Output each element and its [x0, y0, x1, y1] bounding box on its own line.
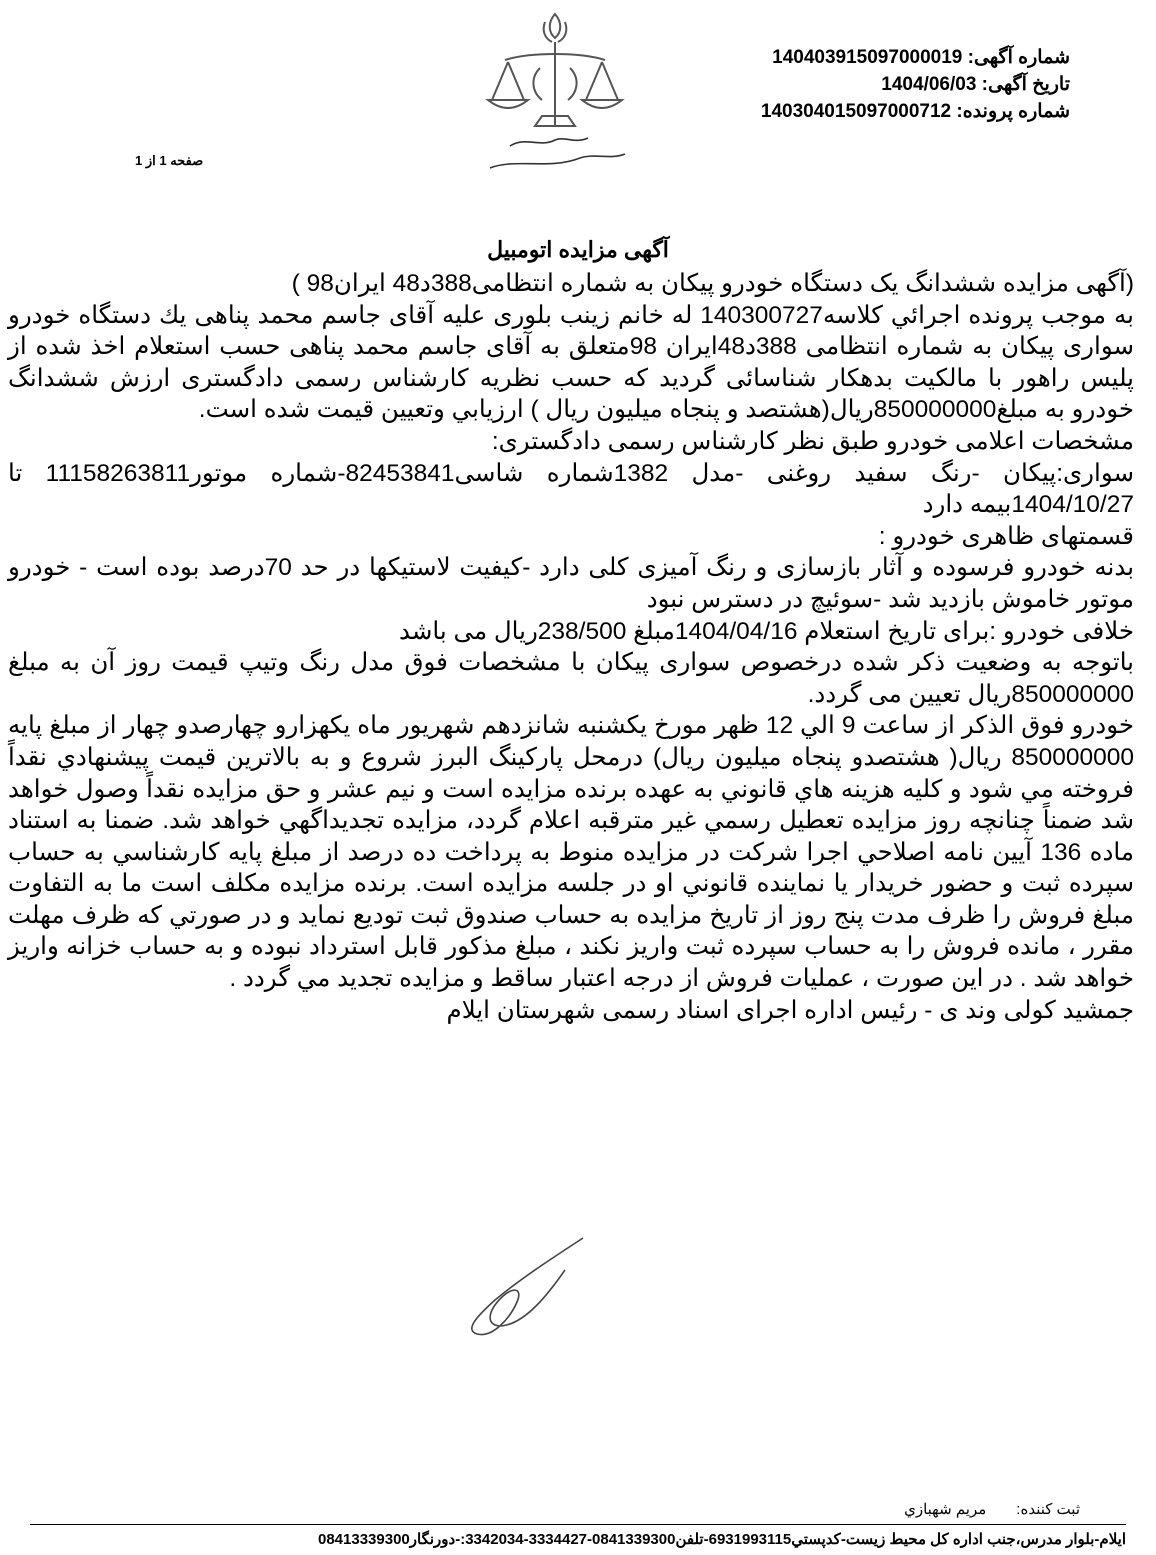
notice-paragraph: خلافی خودرو :برای تاریخ استعلام 1404/04/16مبلغ 238/500ریال می باشد — [399, 617, 1134, 645]
case-number: شماره پرونده: 140304015097000712 — [760, 101, 1070, 122]
signatory-line: جمشید کولی وند ی - رئیس اداره اجرای اسناد رسمی شهرستان ایلام — [446, 996, 1134, 1024]
notice-paragraph: مشخصات اعلامی خودرو طبق نظر کارشناس رسمی دادگستری: — [491, 427, 1134, 455]
footer-divider — [30, 1524, 1126, 1525]
registrar-name: مریم شهبازي — [904, 1501, 987, 1518]
registrar-label: ثبت كننده: — [1016, 1501, 1080, 1518]
notice-paragraph: بدنه خودرو فرسوده و آثار بازسازی و رنگ آمیزی کلی دارد -کیفیت لاستیکها در حد 70درصد بوده است - خودرو موتور خاموش بازدید شد -سوئیچ در دسترس نبود — [8, 554, 1135, 613]
notice-paragraph: خودرو فوق الذكر از ساعت 9 الي 12 ظهر مورخ یکشنبه شانزدهم شهریور ماه یکهزارو چهارصدو چهار از مبلغ پايه 850000000 ريال( هشتصدو پنجاه میلیون ريال) درمحل پارکینگ البرز شروع و به بالاترين قيمت پيشنهادي نقداً فروخته مي شود و كليه هزينه هاي قانوني به عهده برنده مزايده است و نيم عشر و حق مزايده نقداً وصول خواهد شد ضمناً چنانچه روز مزايده تعطيل رسمي غير مترقبه اعلام گردد، مزايده تجديداگهي خواهد شد. ضمنا به استناد ماده 136 آيين نامه اصلاحي اجرا شركت در مزايده منوط به پرداخت ده درصد از مبلغ پايه كارشناسي به حساب سپرده ثبت و حضور خريدار يا نماينده قانوني او در جلسه مزايده است. برنده مزايده مكلف است ما به التفاوت مبلغ فروش را ظرف مدت پنج روز از تاريخ مزايده به حساب صندوق ثبت توديع نمايد و در صورتي كه ظرف مهلت مقرر ، مانده فروش را به حساب سپرده ثبت واريز نكند ، مبلغ مذكور قابل استرداد نبوده و به حساب خزانه واريز خواهد شد . در اين صورت ، عمليات فروش از درجه اعتبار ساقط و مزايده تجديد مي گردد . — [8, 712, 1134, 993]
notice-body — [8, 268, 1134, 1026]
notice-paragraph: (آگهی مزایده ششدانگ یک دستگاه خودرو پیکان به شماره انتظامی388د48 ایران98 ) — [291, 270, 1134, 297]
judiciary-emblem-icon — [470, 8, 640, 180]
registrar — [904, 1500, 1080, 1518]
footer-address: ايلام-بلوار مدرس،جنب اداره کل محیط زیست-کدپستي6931993115-تلفن0841339300-3334427-3342034:-دورنگار08413339300 — [318, 1531, 1126, 1548]
page-number: صفحه 1 از 1 — [135, 153, 204, 168]
page-title: آگهی مزایده اتومبیل — [487, 237, 669, 262]
ad-date: تاریخ آگهی: 1404/06/03 — [881, 74, 1070, 95]
signature-icon — [455, 1230, 595, 1340]
notice-paragraph: قسمتهای ظاهری خودرو : — [878, 522, 1134, 550]
notice-paragraph: به موجب پرونده اجرائي كلاسه140300727 له خانم زینب بلوری علیه آقای جاسم محمد پناهی يك دستگاه خودرو سواری پیکان به شماره انتظامی 388د48ایران 98متعلق به آقای جاسم محمد پناهی حسب استعلام اخذ شده از پلیس راهور با مالکیت بدهکار شناسائی گردید که حسب نظریه کارشناس رسمی دادگستری ارزش ششدانگ خودرو به مبلغ850000000ریال(هشتصد و پنجاه میلیون ریال ) ارزيابي وتعيين قيمت شده است. — [8, 301, 1134, 424]
ad-number: شماره آگهی: 14040391509700001‌9 — [772, 47, 1070, 68]
notice-paragraph: سواری:پیکان -رنگ سفید روغنی -مدل 1382شماره شاسی82453841-شماره موتور11158263811 تا 1404/10/27بیمه دارد — [8, 459, 1134, 519]
notice-paragraph: باتوجه به وضعیت ذکر شده درخصوص سواری پیکان با مشخصات فوق مدل رنگ وتیپ قیمت روز آن به مبلغ 850000000ریال تعیین می گردد. — [8, 649, 1134, 708]
